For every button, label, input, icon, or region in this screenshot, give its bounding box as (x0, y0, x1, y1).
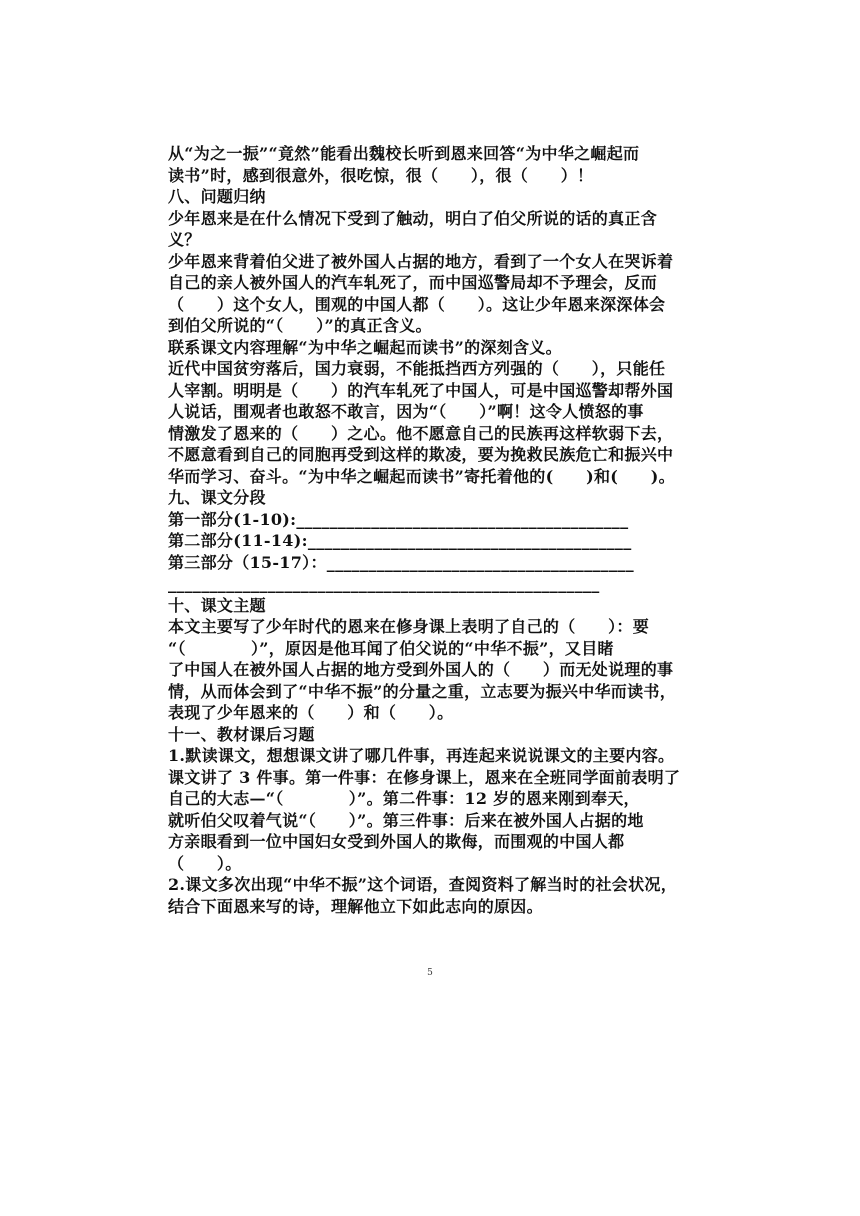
text-line: （ ）。 (168, 853, 242, 873)
text-line: “（ ）”，原因是他耳闻了伯父说的“中华不振”，又目睹 (168, 638, 614, 658)
text-line: 自己的亲人被外国人的汽车轧死了，而中国巡警局却不予理会，反而 (168, 273, 658, 292)
document-body (168, 143, 733, 917)
text-line: 了中国人在被外国人占据的地方受到外国人的（ ）而无处说理的事 (168, 660, 674, 679)
text-line: 联系课文内容理解“为中华之崛起而读书”的深刻含义。 (168, 337, 562, 357)
section-heading: 八、问题归纳 (168, 187, 266, 206)
section-heading: 十一、教材课后习题 (168, 724, 315, 744)
section-heading: 十、课文主题 (168, 595, 266, 615)
text-line: （ ）这个女人，围观的中国人都（ ）。这让少年恩来深深体会 (168, 294, 666, 314)
text-line: 表现了少年恩来的（ ）和（ ）。 (168, 703, 454, 722)
text-line: 本文主要写了少年时代的恩来在修身课上表明了自己的（ ）：要 (168, 617, 650, 636)
text-line: ____________________________________________________ (168, 574, 600, 593)
text-line: 少年恩来背着伯父进了被外国人占据的地方，看到了一个女人在哭诉着 (168, 251, 674, 271)
text-line: 2.课文多次出现“中华不振”这个词语，查阅资料了解当时的社会状况， (168, 875, 678, 894)
text-line: 第一部分(1-10):________________________________________ (168, 509, 629, 529)
text-line: 方亲眼看到一位中国妇女受到外国人的欺侮，而围观的中国人都 (168, 832, 625, 851)
text-line: 就听伯父叹着气说“（ ）”。第三件事：后来在被外国人占据的地 (168, 810, 644, 830)
text-line: 结合下面恩来写的诗，理解他立下如此志向的原因。 (168, 896, 543, 916)
text-line: 从“为之一振”“竟然”能看出魏校长听到恩来回答“为中华之崛起而 (168, 144, 640, 163)
text-line: 义？ (168, 230, 201, 249)
text-line: 到伯父所说的“（ ）”的真正含义。 (168, 316, 432, 335)
text-line: 华而学习、奋斗。“为中华之崛起而读书”寄托着他的( )和( )。 (168, 466, 675, 486)
text-line: 第二部分(11-14):_______________________________________ (168, 531, 632, 550)
section-heading: 九、课文分段 (168, 488, 266, 507)
text-line: 情，从而体会到了“中华不振”的分量之重，立志要为振兴中华而读书， (168, 681, 677, 701)
text-line: 近代中国贫穷落后，国力衰弱，不能抵挡西方列强的（ ），只能任 (168, 359, 666, 378)
page-number: 5 (427, 968, 433, 978)
text-line: 人宰割。明明是（ ）的汽车轧死了中国人，可是中国巡警却帮外国 (168, 380, 674, 400)
text-line: 读书”时，感到很意外，很吃惊，很（ ），很（ ）！ (168, 165, 594, 185)
text-line: 课文讲了 3 件事。第一件事：在修身课上，恩来在全班同学面前表明了 (168, 767, 681, 787)
text-line: 不愿意看到自己的同胞再受到这样的欺凌，要为挽救民族危亡和振兴中 (168, 445, 674, 464)
text-line: 自己的大志—“（ ）”。第二件事：12 岁的恩来刚到奉天， (168, 789, 640, 808)
text-line: 人说话，围观者也敢怒不敢言，因为“（ ）”啊！这令人愤怒的事 (168, 402, 644, 421)
text-line: 情激发了恩来的（ ）之心。他不愿意自己的民族再这样软弱下去， (168, 423, 674, 443)
text-line: 第三部分（15-17）：_____________________________________ (168, 552, 634, 572)
text-line: 1.默读课文，想想课文讲了哪几件事，再连起来说说课文的主要内容。 (168, 746, 675, 765)
text-line: 少年恩来是在什么情况下受到了触动，明白了伯父所说的话的真正含 (168, 208, 658, 228)
